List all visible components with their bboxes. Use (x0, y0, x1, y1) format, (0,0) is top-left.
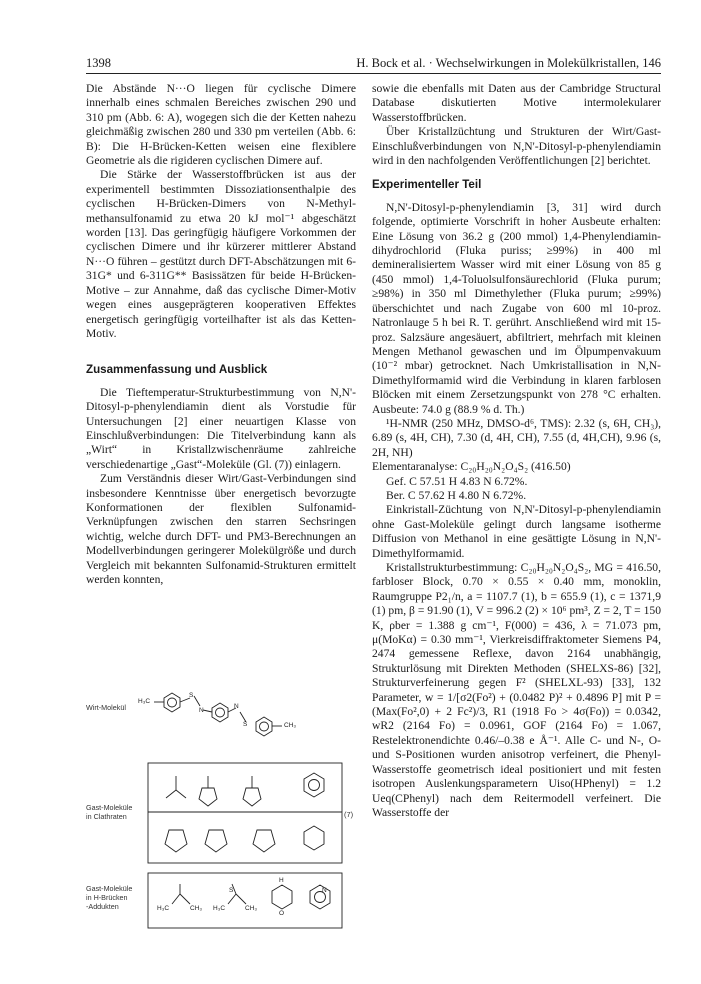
chem-label-s-2: S (243, 721, 248, 728)
chem-label-h-morpholine: H (279, 877, 284, 884)
chem-label-h3c-dmso: H₃C (213, 905, 226, 912)
left-paragraph-4: Zum Verständnis dieser Wirt/Gast-Verbindungen sind insbesondere Kenntnisse über energetisch bevorzugte Konformationen der flexiblen Sulfonamid-Verknüpfungen zwischen den starren Sechsringen wichtig, welche durch DFT- und PM3-Berechnungen an Modellverbindungen geringerer Molekülgröße und durch Vergleich mit bekannten Sulfonamid-Strukturen ermittelt werden konnten, (86, 472, 356, 586)
chem-label-o-morpholine: O (279, 910, 285, 917)
equation-7-figure (86, 666, 356, 930)
label-guest-hbond (86, 884, 132, 911)
elemental-calculated: Ber. C 57.62 H 4.80 N 6.72%. (386, 488, 527, 502)
header-rule (86, 73, 661, 74)
page-number: 1398 (86, 56, 111, 70)
right-paragraph-3: N,N'-Ditosyl-p-phenylendiamin [3, 31] wird durch folgende, optimierte Vorschrift in hoher Ausbeute erhalten: Eine Lösung von 36.2 g (200 mmol) 1,4-Phenylendiamin-dihydrochlorid (Fluka puriss; ≥99%) in 400 ml demineralisiertem Wasser wird mit einer Lösung von 85 g (450 mmol) 1,4-Toluolsulfonsäurechlorid (Fluka purum; ≥98%) in 350 ml Dimethylether (Fluka purum; ≥99%) überschichtet und nach Zugabe von 600 ml 10-proz. Natronlauge 5 h bei R. T. gerührt. Anschließend wird mit 15-proz. Salzsäure angesäuert, abfiltriert, mehrfach mit kleinen Mengen Methanol gewaschen und im Ölpumpenvakuum (10⁻² mbar) getrocknet. Nach Umkristallisation in N,N-Dimethylformamid wird die Verbindung in klaren farblosen Blöcken mit einem Zersetzungspunkt von 278 °C erhalten. Ausbeute: 74.0 g (88.9 % d. Th.) (372, 200, 661, 416)
chem-label-n-pyridine: N (322, 887, 327, 894)
chem-label-ch3-dmf: CH₃ (190, 905, 203, 912)
label-guest-hbond-line-3: -Addukten (86, 902, 119, 911)
label-host-molecule: Wirt-Molekül (86, 703, 126, 712)
chem-label-ch3-dmso: CH₃ (245, 905, 258, 912)
label-guest-hbond-line-1: Gast-Moleküle (86, 884, 133, 893)
section-heading-experimental: Experimenteller Teil (372, 178, 482, 192)
chem-label-s-dmso: S (229, 887, 234, 894)
right-paragraph-nmr: ¹H-NMR (250 MHz, DMSO-d⁶, TMS): 2.32 (s, 6H, CH₃), 6.89 (s, 4H, CH), 7.30 (d, 4H, CH), 7.55 (d, 4H,CH), 9.96 (s, 2H, NH) (372, 416, 661, 459)
section-heading-summary: Zusammenfassung und Ausblick (86, 363, 268, 377)
label-guest-clathrate-line-2: in Clathraten (86, 812, 127, 821)
running-title: H. Bock et al. · Wechselwirkungen in Molekülkristallen, 146 (356, 56, 661, 70)
right-paragraph-structure-determination: Kristallstrukturbestimmung: C₂₀H₂₀N₂O₄S₂, MG = 416.50, farbloser Block, 0.70 × 0.55 × 0.40 mm, monoklin, Raumgruppe P2₁/n, a = 1107.7 (1), b = 655.9 (1), c = 1371,9 (1) pm, β = 91.90 (1), V = 996.2 (2) × 10⁶ pm³, Z = 2, T = 150 K, ρber = 1.388 g cm⁻¹, F(000) = 436, λ = 71.073 pm, μ(MoKα) = 0.30 mm⁻¹, Vierkreisdiffraktometer Siemens P4, 2474 gemessene Reflexe, davon 2164 unabhängig, Strukturlösung mit Direkten Methoden (SHELXS-86) [32], Strukturverfeinerung gegen F² (SHELXL-93) [33], 132 Parameter, w = 1/[σ2(Fo²) + (0.0482 P)² + 0.4896 P] mit P = (Max(Fo²,0) + 2 Fc²)/3, R1 (1918 Fo > 4σ(Fo)) = 0.0342, wR2 (2164 Fo) = 0.0961, GOF (2164 Fo) = 1.067, Restelektronendichte 0.46/–0.38 e Å⁻¹. Alle C- und N-, O- und S-Positionen wurden anisotrop verfeinert, die Phenyl-Wasserstoffe geometrisch ideal positioniert und mit festen isotropen Auslenkungsparametern Uiso(HPhenyl) = 1.2 Ueq(CPhenyl) nach dem Reitermodell verfeinert. Die Wasserstoffe der (372, 561, 661, 819)
right-column (372, 82, 661, 820)
chem-label-h3c-dmf: H₃C (157, 905, 170, 912)
chem-label-h3c-host: H₃C (138, 698, 151, 705)
chem-label-s-1: S (189, 692, 194, 699)
chem-label-n-1: N (199, 707, 204, 714)
left-paragraph-1: Die Abstände N···O liegen für cyclische Dimere innerhalb eines schmalen Bereiches zwischen 290 und 310 pm (Abb. 6: A), wogegen sich die der Ketten nahezu gleichmäßig zwischen 280 und 330 pm verteilen (Abb. 6: B): Die H-Brücken-Ketten weisen eine flexiblere Geometrie als die rigideren cyclischen Dimere auf. (86, 82, 356, 168)
left-column (86, 82, 356, 587)
right-paragraph-1: sowie die ebenfalls mit Daten aus der Cambridge Structural Database diskutierten Motive intermolekularer Wasserstoffbrücken. (372, 82, 661, 124)
chem-label-ch3-host: CH₃ (284, 722, 297, 729)
label-guest-clathrate (86, 803, 132, 821)
chem-label-n-2: N (234, 703, 239, 710)
label-guest-clathrate-line-1: Gast-Moleküle (86, 803, 133, 812)
elemental-found: Gef. C 57.51 H 4.83 N 6.72%. (386, 474, 528, 488)
left-paragraph-2: Die Stärke der Wasserstoffbrücken ist aus der experimentell bestimmten Dissoziationsenthalpie des cyclischen H-Brücken-Dimers von N-Methyl-methansulfonamid zu etwa 20 kJ mol⁻¹ abgeschätzt worden [13]. Das geringfügig häufigere Vorkommen der cyclischen Dimere und ihr kürzerer mittlerer Abstand N···O führen – gestützt durch DFT-Abschätzungen mit 6-31G* und 6-311G** Basissätzen für beide H-Brücken-Motive – zur Annahme, daß das cyclische Dimer-Motiv wegen eines ausgeprägteren kooperativen Effektes energetisch geringfügig vorteilhafter ist als das Ketten-Motiv. (86, 168, 356, 340)
right-paragraph-2: Über Kristallzüchtung und Strukturen der Wirt/Gast-Einschlußverbindungen von N,N'-Ditosyl-p-phenylendiamin wird in den nachfolgenden Veröffentlichungen [2] berichtet. (372, 125, 661, 168)
right-paragraph-crystal-growth: Einkristall-Züchtung von N,N'-Ditosyl-p-phenylendiamin ohne Gast-Moleküle gelingt durch langsame isotherme Diffusion von Methanol in eine gesättigte Lösung in N,N'-Dimethylformamid. (372, 503, 661, 560)
equation-number: (7) (344, 810, 354, 819)
elemental-analysis: Elementaranalyse: C₂₀H₂₀N₂O₄S₂ (416.50) (372, 460, 571, 474)
left-paragraph-3: Die Tieftemperatur-Strukturbestimmung von N,N'-Ditosyl-p-phenylendiamin dient als Vorstudie für Untersuchungen [2] einer neuartigen Klasse von Einschlußverbindungen: Die Titelverbindung kann als „Wirt“ in Kristallzwischenräume zahlreiche verschiedenartige „Gast“-Moleküle (Gl. (7)) einlagern. (86, 385, 356, 471)
label-guest-hbond-line-2: in H-Brücken (86, 893, 128, 902)
